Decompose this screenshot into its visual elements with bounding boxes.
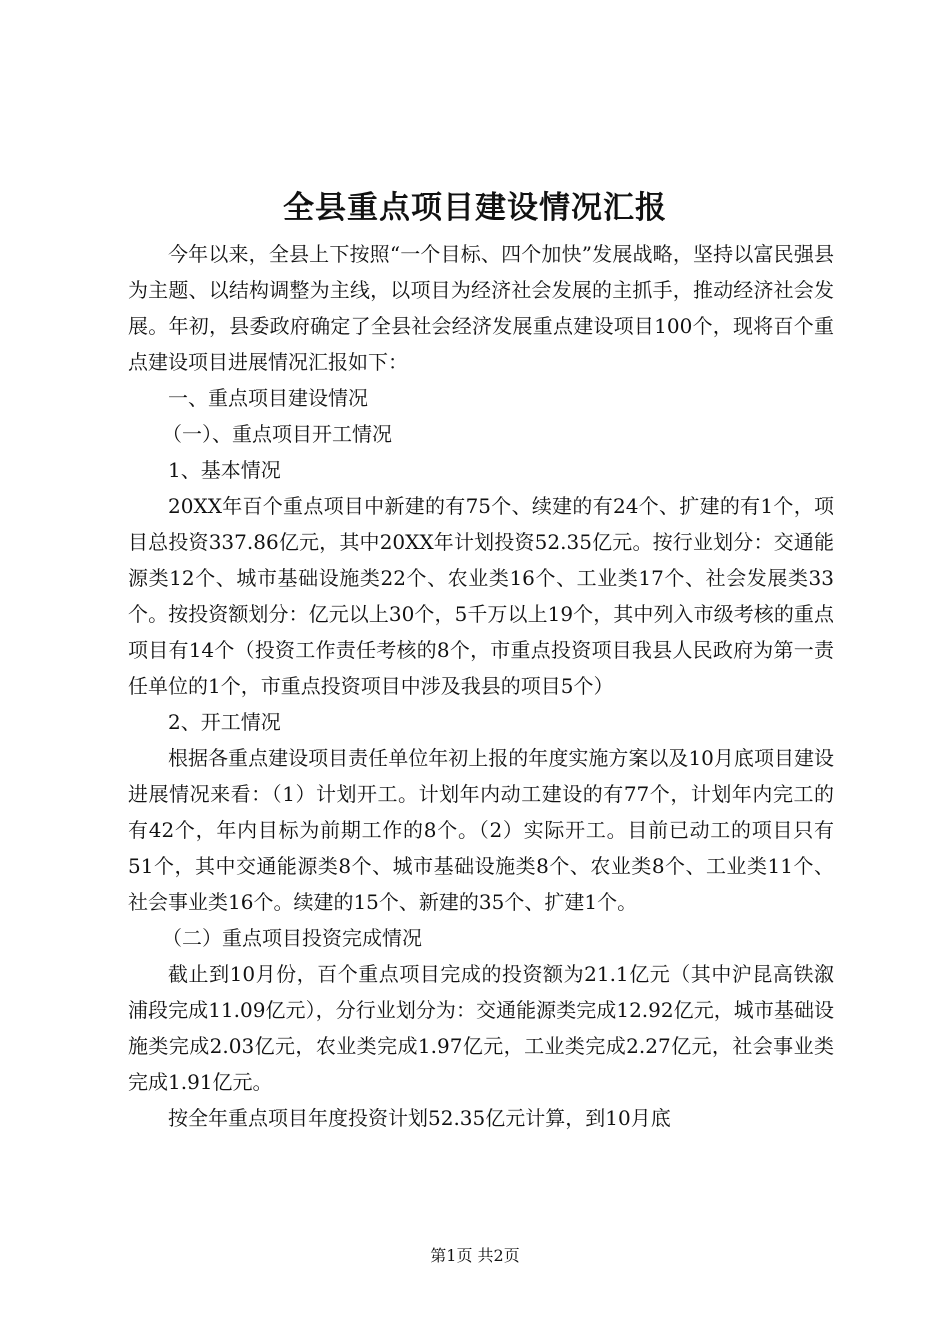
investment-paragraph: 截止到10月份，百个重点项目完成的投资额为21.1亿元（其中沪昆高铁溆浦段完成11.09亿元），分行业划分为：交通能源类完成12.92亿元，城市基础设施类完成2.03亿元，农业类完成1.97亿元，工业类完成2.27亿元，社会事业类完成1.91亿元。	[128, 962, 834, 1094]
item-heading-start: 2、开工情况	[168, 710, 281, 734]
document-title: 全县重点项目建设情况汇报	[283, 190, 667, 226]
subsection-heading-2: （二）重点项目投资完成情况	[162, 926, 422, 950]
annual-plan-paragraph: 按全年重点项目年度投资计划52.35亿元计算，到10月底	[168, 1106, 671, 1130]
section-heading-1: 一、重点项目建设情况	[168, 386, 368, 410]
basic-situation-paragraph: 20XX年百个重点项目中新建的有75个、续建的有24个、扩建的有1个，项目总投资337.86亿元，其中20XX年计划投资52.35亿元。按行业划分：交通能源类12个、城市基础设施类22个、农业类16个、工业类17个、社会发展类33个。按投资额划分：亿元以上30个，5千万以上19个，其中列入市级考核的重点项目有14个（投资工作责任考核的8个，市重点投资项目我县人民政府为第一责任单位的1个，市重点投资项目中涉及我县的项目5个）	[128, 494, 834, 698]
intro-paragraph: 今年以来，全县上下按照“一个目标、四个加快”发展战略，坚持以富民强县为主题、以结构调整为主线，以项目为经济社会发展的主抓手，推动经济社会发展。年初，县委政府确定了全县社会经济发展重点建设项目100个，现将百个重点建设项目进展情况汇报如下：	[128, 242, 834, 374]
item-heading-basic: 1、基本情况	[168, 458, 281, 482]
document-body	[128, 236, 834, 1136]
start-situation-paragraph: 根据各重点建设项目责任单位年初上报的年度实施方案以及10月底项目建设进展情况来看：（1）计划开工。计划年内动工建设的有77个，计划年内完工的有42个，年内目标为前期工作的8个。（2）实际开工。目前已动工的项目只有51个，其中交通能源类8个、城市基础设施类8个、农业类8个、工业类11个、社会事业类16个。续建的15个、新建的35个、扩建1个。	[128, 746, 834, 914]
subsection-heading-1: （一）、重点项目开工情况	[162, 422, 392, 446]
page-footer: 第1页 共2页	[430, 1246, 520, 1265]
